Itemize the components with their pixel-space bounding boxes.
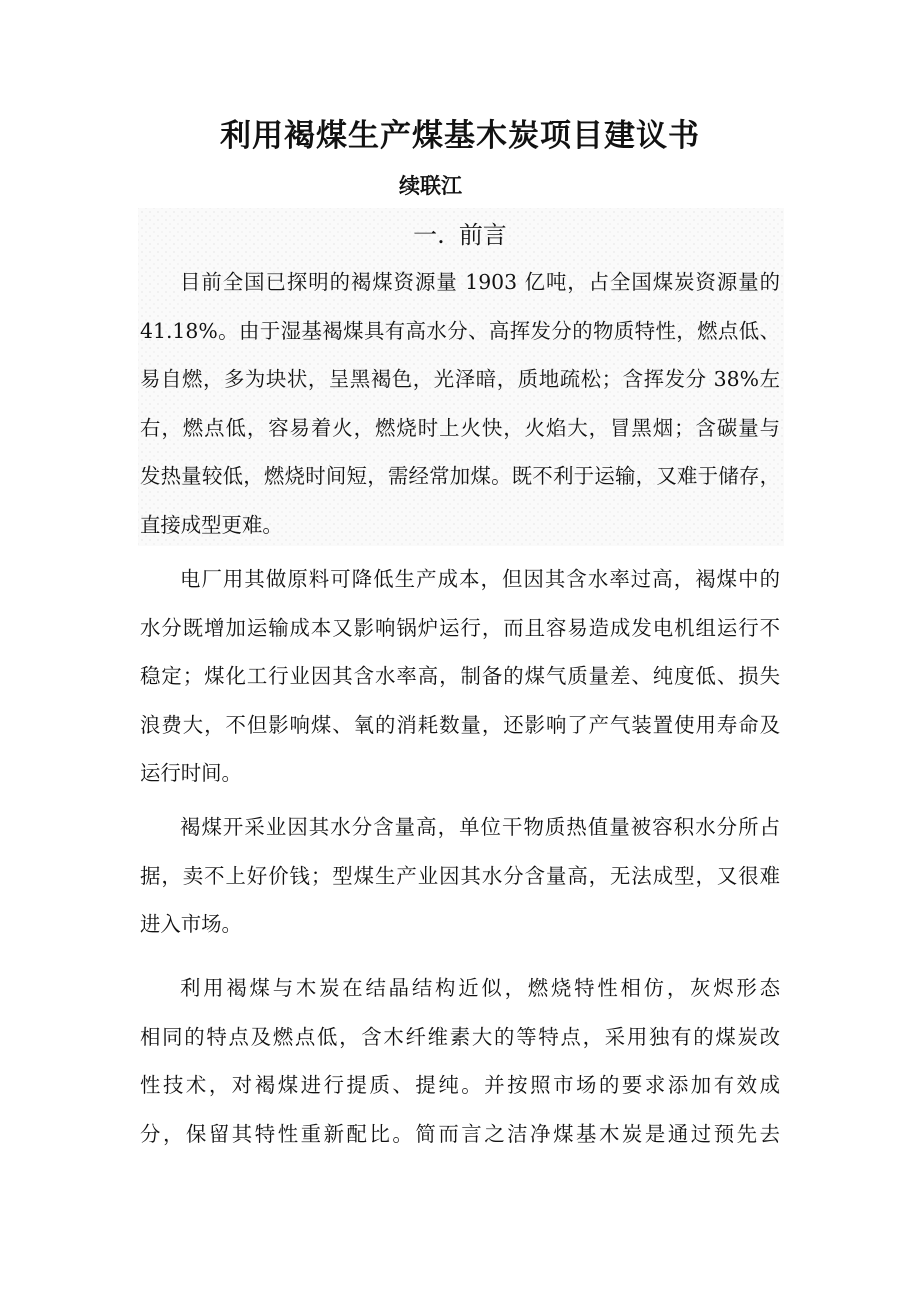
paragraph-line: 运行时间。 xyxy=(140,761,242,786)
document-title: 利用褐煤生产煤基木炭项目建议书 xyxy=(220,118,700,154)
paragraph-line: 41.18%。由于湿基褐煤具有高水分、高挥发分的物质特性，燃点低、 xyxy=(140,318,780,343)
section-title: 前言 xyxy=(458,221,507,249)
paragraph-2 xyxy=(140,555,780,798)
paragraph-line: 分，保留其特性重新配比。简而言之洁净煤基木炭是通过预先去 xyxy=(140,1121,780,1146)
paragraph-line: 相同的特点及燃点低，含木纤维素大的等特点，采用独有的煤炭改 xyxy=(140,1024,780,1049)
paragraph-line: 利用褐煤与木炭在结晶结构近似，燃烧特性相仿，灰烬形态 xyxy=(180,976,780,1000)
paragraph-line: 进入市场。 xyxy=(140,912,242,937)
paragraph-4 xyxy=(140,964,780,1158)
paragraph-line: 性技术，对褐煤进行提质、提纯。并按照市场的要求添加有效成 xyxy=(140,1073,780,1098)
paragraph-line: 据，卖不上好价钱；型煤生产业因其水分含量高，无法成型，又很难 xyxy=(140,863,780,888)
paragraph-line: 目前全国已探明的褐煤资源量 1903 亿吨，占全国煤炭资源量的 xyxy=(180,270,780,294)
document-author: 续联江 xyxy=(399,173,462,198)
section-number: 一. xyxy=(413,221,445,249)
section-heading xyxy=(0,218,920,252)
paragraph-line: 直接成型更难。 xyxy=(140,512,283,537)
paragraph-line: 浪费大，不但影响煤、氧的消耗数量，还影响了产气装置使用寿命及 xyxy=(140,712,780,737)
paragraph-3 xyxy=(140,803,780,949)
paragraph-line: 褐煤开采业因其水分含量高，单位干物质热值量被容积水分所占 xyxy=(180,815,780,839)
paragraph-line: 水分既增加运输成本又影响锅炉运行，而且容易造成发电机组运行不 xyxy=(140,615,780,640)
paragraph-line: 稳定；煤化工行业因其含水率高，制备的煤气质量差、纯度低、损失 xyxy=(140,664,780,689)
paragraph-line: 电厂用其做原料可降低生产成本，但因其含水率过高，褐煤中的 xyxy=(180,567,780,591)
paragraph-line: 易自燃，多为块状，呈黑褐色，光泽暗，质地疏松；含挥发分 38%左 xyxy=(140,367,780,392)
paragraph-line: 发热量较低，燃烧时间短，需经常加煤。既不利于运输，又难于储存， xyxy=(140,464,780,489)
paragraph-line: 右，燃点低，容易着火，燃烧时上火快，火焰大，冒黑烟；含碳量与 xyxy=(140,415,780,440)
paragraph-1 xyxy=(140,258,780,550)
